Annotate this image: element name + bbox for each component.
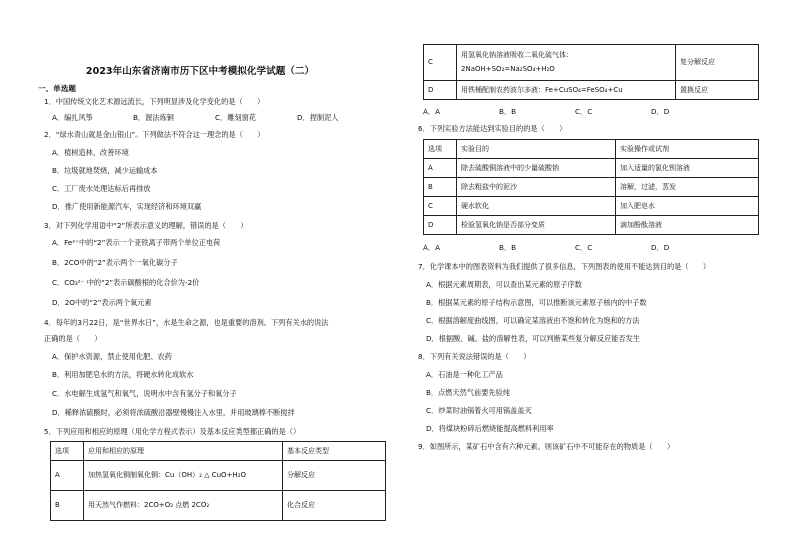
table-cell: B <box>51 491 84 521</box>
q8-option-b: B．点燃天然气前要先验纯 <box>426 388 510 397</box>
table-header-row <box>51 442 386 461</box>
q7-option-a: A．根据元素周期表，可以查出某元素的原子序数 <box>426 280 582 289</box>
q8-option-a: A．石油是一种化工产品 <box>426 370 503 379</box>
q2-option-c: C．工厂废水处理达标后再排放 <box>52 184 151 193</box>
table-row <box>424 45 759 81</box>
table-cell: 除去粗盐中的泥沙 <box>457 178 616 197</box>
section-heading: 一、单选题 <box>38 84 76 93</box>
question-7-stem: 7．化学课本中的图表资料为我们提供了很多信息，下列图表的使用不能达到目的是（ ） <box>418 262 711 271</box>
choice-a: A．A <box>423 243 441 252</box>
table-header: 应用和相应的原理 <box>84 442 283 461</box>
choice-c: C．C <box>575 243 593 252</box>
page-title: 2023年山东省济南市历下区中考模拟化学试题（二） <box>85 66 315 77</box>
choice-d: D．D <box>651 243 670 252</box>
q7-option-b: B．根据某元素的原子结构示意图，可以推断该元素原子核内的中子数 <box>426 298 647 307</box>
table-cell: 用铁桶配制农药波尔多液：Fe+CuSO₄=FeSO₄+Cu <box>457 81 676 100</box>
choice-d: D．D <box>651 107 670 116</box>
table-cell: 复分解反应 <box>676 45 759 81</box>
question-3-stem: 3．对下列化学用语中“2”所表示意义的理解，错误的是（ ） <box>44 221 248 230</box>
table-header: 实验操作或试剂 <box>616 140 759 159</box>
table-header-row <box>424 140 759 159</box>
q2-option-b: B．垃圾就地焚烧，减少运输成本 <box>52 166 158 175</box>
choice-c: C．C <box>575 107 593 116</box>
q7-option-c: C．根据溶解度曲线图，可以确定某溶液由不饱和转化为饱和的方法 <box>426 316 640 325</box>
q1-option-d: D．捏制泥人 <box>297 113 339 122</box>
table-cell: C <box>424 45 457 81</box>
question-4-stem-cont: 正确的是（ ） <box>44 334 102 343</box>
q1-option-c: C．雕刻窗花 <box>215 113 256 122</box>
table-cell: 加入肥皂水 <box>616 197 759 216</box>
q8-option-c: C．炒菜时油锅着火可用锅盖盖灭 <box>426 406 532 415</box>
table-cell: 化合反应 <box>283 491 386 521</box>
cell-line: 用氢氧化钠溶液吸收二氧化硫气体： <box>461 51 573 60</box>
q2-option-a: A．植树造林，改善环境 <box>52 148 129 157</box>
table-row <box>424 178 759 197</box>
cell-line: 2NaOH+SO₂=Na₂SO₄+H₂O <box>461 64 555 73</box>
q4-option-c: C．水电解生成氢气和氧气，说明水中含有氢分子和氧分子 <box>52 389 237 398</box>
q8-option-d: D．将煤块粉碎后燃烧能提高燃料利用率 <box>426 424 554 433</box>
table-header: 选项 <box>51 442 84 461</box>
table-cell: A <box>51 461 84 491</box>
table-cell: 除去硫酸铜溶液中的少量硫酸钠 <box>457 159 616 178</box>
table-cell: C <box>424 197 457 216</box>
table-cell: D <box>424 81 457 100</box>
table-cell: 加入适量的氯化钡溶液 <box>616 159 759 178</box>
table-cell: 分解反应 <box>283 461 386 491</box>
choice-a: A．A <box>423 107 441 116</box>
q3-option-d: D．2O中的“2”表示两个氧元素 <box>52 298 152 307</box>
q4-option-a: A．保护水资源，禁止使用化肥、农药 <box>52 352 172 361</box>
question-6-stem: 6．下列实验方法能达到实验目的的是（ ） <box>418 124 567 133</box>
table-cell: 滴加酚酞溶液 <box>616 216 759 235</box>
table-cell: 硬水软化 <box>457 197 616 216</box>
table-cell: A <box>424 159 457 178</box>
choice-b: B．B <box>499 107 517 116</box>
table-row <box>51 461 386 491</box>
q5-choices <box>423 107 727 116</box>
q2-option-d: D．推广使用新能源汽车，实现经济和环境双赢 <box>52 202 202 211</box>
table-cell: B <box>424 178 457 197</box>
table-cell <box>457 45 676 81</box>
q4-option-b: B．利用加肥皂水的方法，将硬水转化成软水 <box>52 370 194 379</box>
table-cell: D <box>424 216 457 235</box>
question-9-stem: 9．如图所示，某矿石中含有六种元素。则该矿石中不可能存在的物质是（ ） <box>418 442 675 451</box>
q6-choices <box>423 243 727 252</box>
question-8-stem: 8．下列有关说法错误的是（ ） <box>418 352 531 361</box>
table-cell: 用天然气作燃料：2CO+O₂ 点燃 2CO₂ <box>84 491 283 521</box>
table-cell: 检验氢氧化钠是否部分变质 <box>457 216 616 235</box>
question-2-stem: 2．“绿水青山就是金山银山”。下列做法不符合这一理念的是（ ） <box>44 130 265 139</box>
table-row <box>424 81 759 100</box>
table-header: 实验目的 <box>457 140 616 159</box>
q1-option-a: A．编扎风筝 <box>52 113 93 122</box>
q3-option-a: A．Fe²⁺中的“2”表示一个亚铁离子带两个单位正电荷 <box>52 238 221 247</box>
q3-option-c: C．CO₃²⁻ 中的“2”表示碳酸根的化合价为-2价 <box>52 278 200 287</box>
table-cell: 加热氢氧化铜制氧化铜：Cu（OH）₂ △ CuO+H₂O <box>84 461 283 491</box>
choice-b: B．B <box>499 243 517 252</box>
q4-option-d: D．稀释浓硫酸时，必须将浓硫酸沿器壁慢慢注入水里，并用玻璃棒不断搅拌 <box>52 408 295 417</box>
table-row <box>424 197 759 216</box>
question-1-stem: 1．中国传统文化艺术源远流长，下列明显涉及化学变化的是（ ） <box>44 97 265 106</box>
q7-option-d: D．根据酸、碱、盐的溶解性表，可以判断某些复分解反应能否发生 <box>426 334 640 343</box>
q1-option-b: B．渥法炼铜 <box>133 113 174 122</box>
table-row <box>51 491 386 521</box>
q6-table <box>423 139 759 235</box>
table-row <box>424 216 759 235</box>
table-cell: 置换反应 <box>676 81 759 100</box>
table-row <box>424 159 759 178</box>
question-4-stem: 4．每年的3月22日，是“世界水日”，水是生命之源，也是重要的溶剂。下列有关水的说法 <box>44 318 329 327</box>
q3-option-b: B．2CO中的“2”表示两个一氧化碳分子 <box>52 258 178 267</box>
q5-table <box>50 441 386 521</box>
table-cell: 溶解，过滤，蒸发 <box>616 178 759 197</box>
table-header: 选项 <box>424 140 457 159</box>
q5-table-continued <box>423 44 759 100</box>
table-header: 基本反应类型 <box>283 442 386 461</box>
question-5-stem: 5．下列应用和相应的原理（用化学方程式表示）及基本反应类型都正确的是（） <box>44 427 301 436</box>
